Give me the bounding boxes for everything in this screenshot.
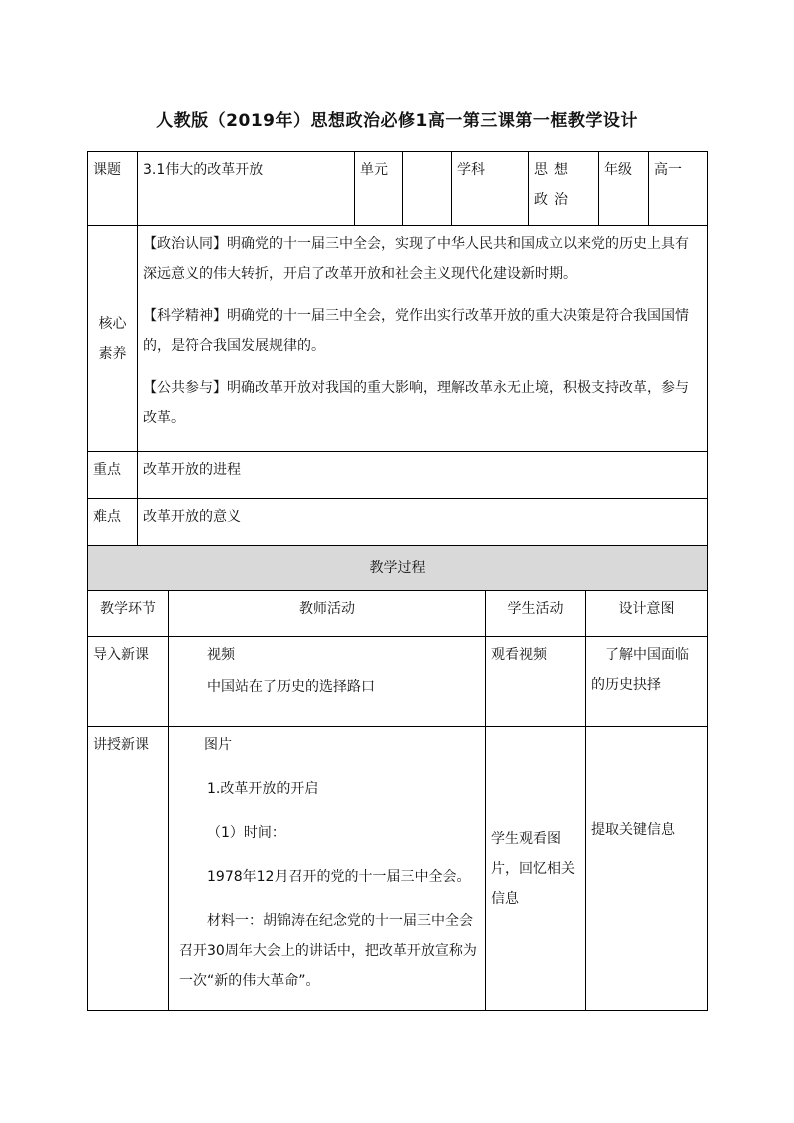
column-header: 教学环节: [88, 591, 169, 637]
teacher-activity-line: 1.改革开放的开启: [207, 781, 319, 797]
student-activity-cell: 学生观看图片，回忆相关信息: [486, 727, 586, 1011]
key-point-row: [88, 452, 708, 499]
subject-value: 思想政治: [529, 152, 599, 226]
course-info-table: [87, 151, 708, 546]
process-header: 教学过程: [88, 546, 708, 591]
document-title: 人教版（2019年）思想政治必修1高一第三课第一框教学设计: [156, 111, 638, 131]
topic-label: 课题: [88, 152, 138, 226]
teacher-activity-line: 视频: [207, 647, 235, 663]
literacy-item: 【政治认同】明确党的十一届三中全会，实现了中华人民共和国成立以来党的历史上具有深远意义的伟大转折，开启了改革开放和社会主义现代化建设新时期。: [143, 236, 689, 282]
stage-cell: 导入新课: [88, 637, 169, 727]
unit-label: 单元: [355, 152, 403, 226]
teacher-activity-cell: [169, 637, 486, 727]
student-activity-cell: 观看视频: [486, 637, 586, 727]
difficulty-label: 难点: [88, 499, 138, 546]
teacher-activity-line: 中国站在了历史的选择路口: [207, 679, 375, 695]
teacher-activity-cell: [169, 727, 486, 1011]
teacher-activity-line: （1）时间：: [207, 825, 286, 841]
teacher-activity-line: 1978年12月召开的党的十一届三中全会。: [207, 869, 471, 885]
literacy-row: [88, 226, 708, 452]
literacy-content: [138, 226, 708, 452]
process-row: [88, 637, 708, 727]
stage-cell: 讲授新课: [88, 727, 169, 1011]
difficulty-value: 改革开放的意义: [138, 499, 708, 546]
info-row: [88, 152, 708, 226]
column-header: 设计意图: [586, 591, 708, 637]
column-header: 教师活动: [169, 591, 486, 637]
column-header: 学生活动: [486, 591, 586, 637]
key-point-label: 重点: [88, 452, 138, 499]
key-point-value: 改革开放的进程: [138, 452, 708, 499]
grade-label: 年级: [599, 152, 649, 226]
design-intent-cell: 提取关键信息: [586, 727, 708, 1011]
literacy-label: 核心素养: [88, 226, 138, 452]
teaching-process-table: [87, 545, 708, 1011]
topic-value: 3.1伟大的改革开放: [138, 152, 355, 226]
literacy-item: 【科学精神】明确党的十一届三中全会，党作出实行改革开放的重大决策是符合我国国情的，是符合我国发展规律的。: [143, 308, 689, 354]
process-row: [88, 727, 708, 1011]
unit-value: [403, 152, 452, 226]
difficulty-row: [88, 499, 708, 546]
grade-value: 高一: [649, 152, 708, 226]
process-column-headers: [88, 591, 708, 637]
literacy-item: 【公共参与】明确改革开放对我国的重大影响，理解改革永无止境，积极支持改革，参与改革。: [143, 380, 689, 426]
subject-label: 学科: [452, 152, 529, 226]
teacher-activity-line: 图片: [204, 737, 232, 753]
design-intent-cell: 了解中国面临的历史抉择: [586, 637, 708, 727]
teacher-activity-line: 材料一：胡锦涛在纪念党的十一届三中全会召开30周年大会上的讲话中，把改革开放宣称为一次“新的伟大革命”。: [179, 913, 477, 989]
